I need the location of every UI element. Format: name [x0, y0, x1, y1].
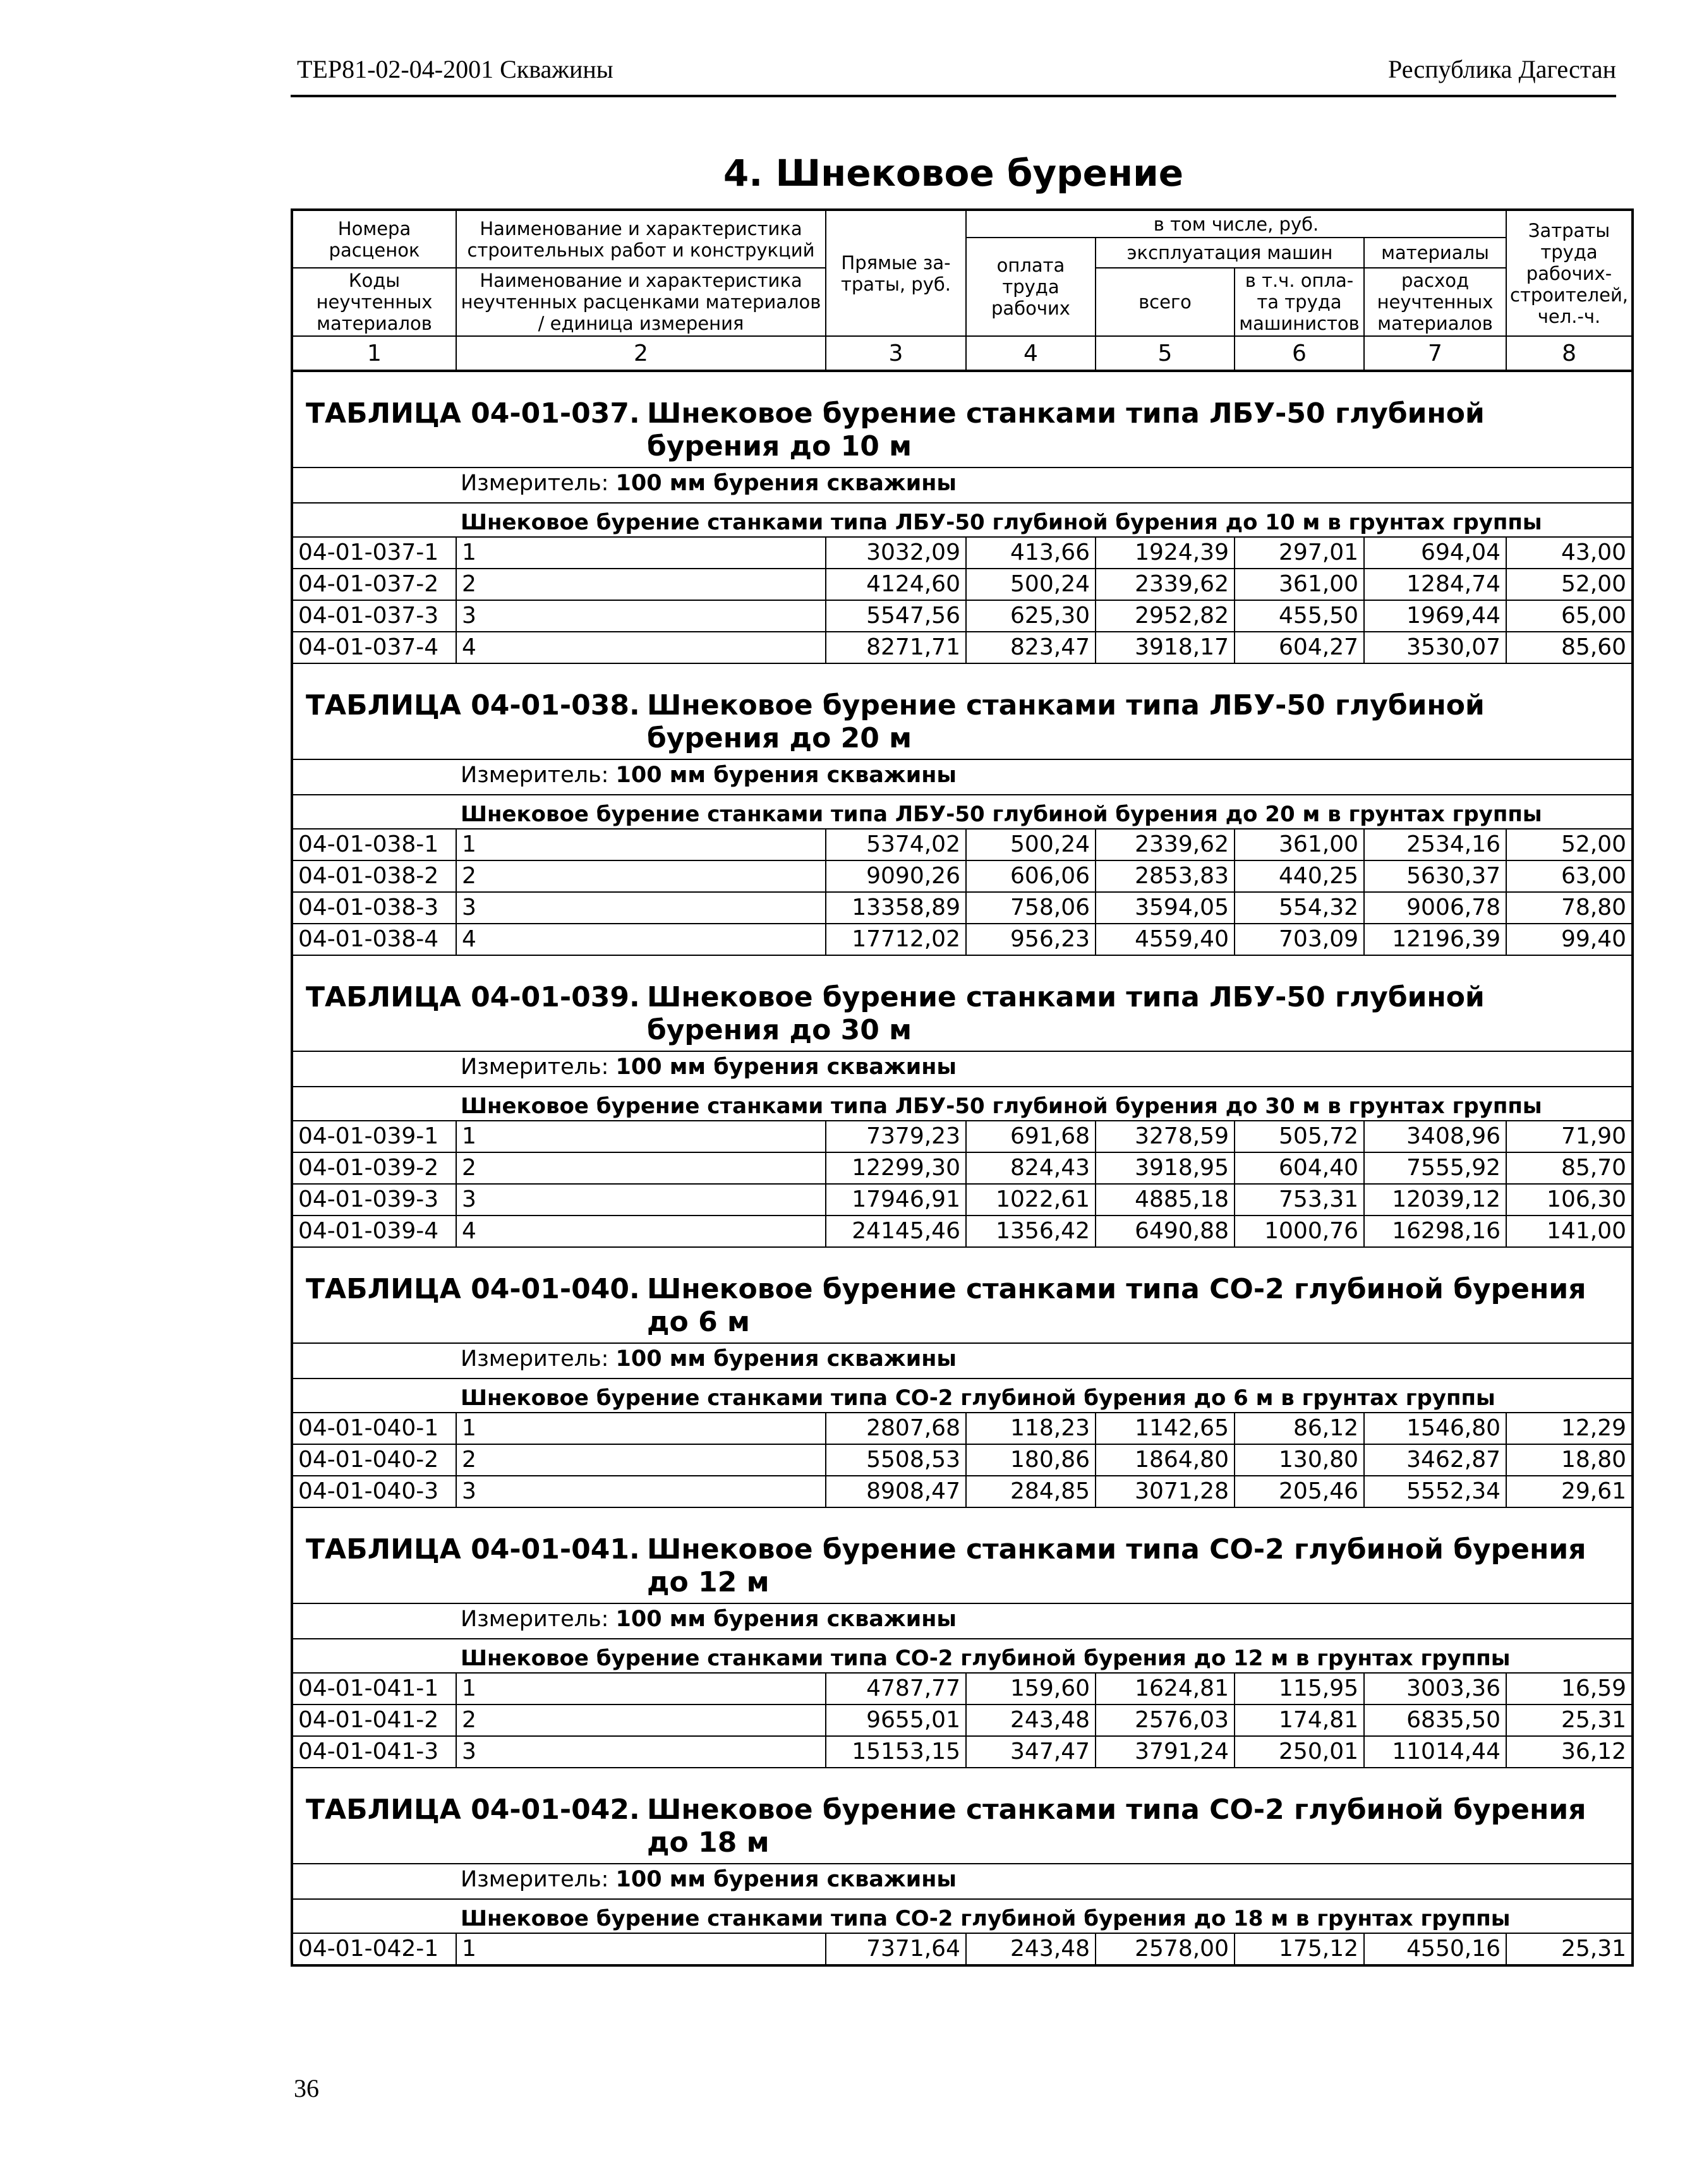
- value-cell: 2807,68: [826, 1413, 966, 1444]
- value-cell: 250,01: [1235, 1736, 1364, 1768]
- table-row: [292, 1933, 1633, 1965]
- value-cell: 175,12: [1235, 1933, 1364, 1965]
- rate-code-cell: 04-01-037-1: [292, 537, 456, 569]
- rate-code-cell: 04-01-038-1: [292, 829, 456, 860]
- value-cell: 180,86: [966, 1444, 1096, 1476]
- value-cell: 118,23: [966, 1413, 1096, 1444]
- subtable-header: [292, 795, 1633, 829]
- subtable-header: [292, 1379, 1633, 1413]
- value-cell: 3594,05: [1096, 892, 1235, 924]
- value-cell: 1142,65: [1096, 1413, 1235, 1444]
- measure-label: Измеритель:: [461, 1607, 609, 1632]
- section-title: Шнековое бурение станками типа СО-2 глубиной бурения до 6 м: [647, 1273, 1586, 1338]
- section-title: Шнековое бурение станками типа ЛБУ-50 глубиной бурения до 30 м: [647, 981, 1485, 1046]
- soil-group-cell: 3: [456, 892, 826, 924]
- col-header-material-codes: Коды неучтенных материалов: [292, 268, 456, 336]
- value-cell: 824,43: [966, 1152, 1096, 1184]
- value-cell: 159,60: [966, 1673, 1096, 1704]
- rate-code-cell: 04-01-039-1: [292, 1121, 456, 1152]
- value-cell: 753,31: [1235, 1184, 1364, 1216]
- section-label: ТАБЛИЦА 04-01-042.: [306, 1794, 640, 1826]
- value-cell: 3918,95: [1096, 1152, 1235, 1184]
- rates-table: [291, 208, 1634, 1967]
- value-cell: 3278,59: [1096, 1121, 1235, 1152]
- soil-group-cell: 3: [456, 1184, 826, 1216]
- col-header-machines: эксплуатация машин: [1096, 238, 1364, 268]
- value-cell: 8271,71: [826, 632, 966, 663]
- section-title: Шнековое бурение станками типа ЛБУ-50 глубиной бурения до 20 м: [647, 689, 1485, 754]
- rate-code-cell: 04-01-037-3: [292, 600, 456, 632]
- section-heading: [292, 1507, 1633, 1603]
- value-cell: 106,30: [1506, 1184, 1633, 1216]
- value-cell: 65,00: [1506, 600, 1633, 632]
- value-cell: 413,66: [966, 537, 1096, 569]
- rate-code-cell: 04-01-037-2: [292, 569, 456, 600]
- rate-code-cell: 04-01-038-3: [292, 892, 456, 924]
- table-row: [292, 632, 1633, 663]
- value-cell: 1000,76: [1235, 1216, 1364, 1247]
- value-cell: 11014,44: [1364, 1736, 1506, 1768]
- value-cell: 99,40: [1506, 924, 1633, 955]
- soil-group-cell: 3: [456, 600, 826, 632]
- subtable-title: Шнековое бурение станками типа СО-2 глубиной бурения до 6 м в грунтах группы: [292, 1379, 1633, 1413]
- value-cell: 284,85: [966, 1476, 1096, 1507]
- column-number: 8: [1506, 336, 1633, 371]
- value-cell: 115,95: [1235, 1673, 1364, 1704]
- rate-code-cell: 04-01-039-4: [292, 1216, 456, 1247]
- table-row: [292, 860, 1633, 892]
- value-cell: 9655,01: [826, 1704, 966, 1736]
- rate-code-cell: 04-01-041-2: [292, 1704, 456, 1736]
- value-cell: 823,47: [966, 632, 1096, 663]
- running-header-region: Республика Дагестан: [1388, 55, 1616, 83]
- value-cell: 3530,07: [1364, 632, 1506, 663]
- value-cell: 17712,02: [826, 924, 966, 955]
- value-cell: 15153,15: [826, 1736, 966, 1768]
- soil-group-cell: 2: [456, 860, 826, 892]
- value-cell: 7371,64: [826, 1933, 966, 1965]
- value-cell: 13358,89: [826, 892, 966, 924]
- value-cell: 5508,53: [826, 1444, 966, 1476]
- rate-code-cell: 04-01-040-3: [292, 1476, 456, 1507]
- value-cell: 6490,88: [1096, 1216, 1235, 1247]
- value-cell: 694,04: [1364, 537, 1506, 569]
- page-number: 36: [294, 2074, 319, 2103]
- value-cell: 604,27: [1235, 632, 1364, 663]
- col-header-machines-total: всего: [1096, 268, 1235, 336]
- subtable-title: Шнековое бурение станками типа ЛБУ-50 глубиной бурения до 10 м в грунтах группы: [292, 503, 1633, 537]
- value-cell: 130,80: [1235, 1444, 1364, 1476]
- value-cell: 86,12: [1235, 1413, 1364, 1444]
- value-cell: 361,00: [1235, 569, 1364, 600]
- rate-code-cell: 04-01-039-3: [292, 1184, 456, 1216]
- col-header-work-name: Наименование и характеристика строительных работ и конструкций: [456, 210, 826, 268]
- subtable-title: Шнековое бурение станками типа СО-2 глубиной бурения до 18 м в грунтах группы: [292, 1899, 1633, 1933]
- value-cell: 3003,36: [1364, 1673, 1506, 1704]
- value-cell: 24145,46: [826, 1216, 966, 1247]
- measure-value: 100 мм бурения скважины: [615, 763, 957, 788]
- soil-group-cell: 1: [456, 1121, 826, 1152]
- subtable-title: Шнековое бурение станками типа ЛБУ-50 глубиной бурения до 20 м в грунтах группы: [292, 795, 1633, 829]
- col-header-direct-costs: Прямые за-траты, руб.: [826, 210, 966, 336]
- value-cell: 3408,96: [1364, 1121, 1506, 1152]
- section-title: Шнековое бурение станками типа ЛБУ-50 глубиной бурения до 10 м: [647, 397, 1485, 462]
- value-cell: 625,30: [966, 600, 1096, 632]
- value-cell: 4559,40: [1096, 924, 1235, 955]
- value-cell: 505,72: [1235, 1121, 1364, 1152]
- value-cell: 3032,09: [826, 537, 966, 569]
- soil-group-cell: 1: [456, 1933, 826, 1965]
- value-cell: 2339,62: [1096, 829, 1235, 860]
- rate-code-cell: 04-01-041-1: [292, 1673, 456, 1704]
- column-number: 1: [292, 336, 456, 371]
- value-cell: 6835,50: [1364, 1704, 1506, 1736]
- rate-code-cell: 04-01-042-1: [292, 1933, 456, 1965]
- value-cell: 5630,37: [1364, 860, 1506, 892]
- section-label: ТАБЛИЦА 04-01-038.: [306, 689, 640, 721]
- measure-row: [292, 468, 1633, 503]
- value-cell: 3071,28: [1096, 1476, 1235, 1507]
- soil-group-cell: 2: [456, 1444, 826, 1476]
- running-header-doc-code: ТЕР81-02-04-2001 Скважины: [297, 55, 613, 83]
- value-cell: 18,80: [1506, 1444, 1633, 1476]
- table-row: [292, 924, 1633, 955]
- table-row: [292, 600, 1633, 632]
- value-cell: 8908,47: [826, 1476, 966, 1507]
- subtable-header: [292, 1087, 1633, 1121]
- table-row: [292, 1444, 1633, 1476]
- value-cell: 71,90: [1506, 1121, 1633, 1152]
- table-row: [292, 537, 1633, 569]
- section-label: ТАБЛИЦА 04-01-041.: [306, 1533, 640, 1566]
- value-cell: 12039,12: [1364, 1184, 1506, 1216]
- column-number: 6: [1235, 336, 1364, 371]
- value-cell: 361,00: [1235, 829, 1364, 860]
- soil-group-cell: 2: [456, 569, 826, 600]
- value-cell: 12,29: [1506, 1413, 1633, 1444]
- table-row: [292, 1413, 1633, 1444]
- section-label: ТАБЛИЦА 04-01-040.: [306, 1273, 640, 1305]
- value-cell: 29,61: [1506, 1476, 1633, 1507]
- table-row: [292, 569, 1633, 600]
- value-cell: 758,06: [966, 892, 1096, 924]
- value-cell: 1864,80: [1096, 1444, 1235, 1476]
- measure-label: Измеритель:: [461, 1346, 609, 1372]
- table-row: [292, 1476, 1633, 1507]
- rate-code-cell: 04-01-037-4: [292, 632, 456, 663]
- section-heading: [292, 371, 1633, 468]
- table-row: [292, 1736, 1633, 1768]
- rate-code-cell: 04-01-038-4: [292, 924, 456, 955]
- measure-row: [292, 1051, 1633, 1087]
- table-row: [292, 1184, 1633, 1216]
- value-cell: 78,80: [1506, 892, 1633, 924]
- soil-group-cell: 4: [456, 1216, 826, 1247]
- page-title: 4. Шнековое бурение: [723, 152, 1184, 195]
- measure-label: Измеритель:: [461, 471, 609, 496]
- subtable-title: Шнековое бурение станками типа ЛБУ-50 глубиной бурения до 30 м в грунтах группы: [292, 1087, 1633, 1121]
- value-cell: 16298,16: [1364, 1216, 1506, 1247]
- section-title: Шнековое бурение станками типа СО-2 глубиной бурения до 12 м: [647, 1533, 1586, 1598]
- col-header-including: в том числе, руб.: [966, 210, 1506, 238]
- measure-label: Измеритель:: [461, 1867, 609, 1892]
- soil-group-cell: 3: [456, 1476, 826, 1507]
- value-cell: 9006,78: [1364, 892, 1506, 924]
- subtable-title: Шнековое бурение станками типа СО-2 глубиной бурения до 12 м в грунтах группы: [292, 1639, 1633, 1673]
- value-cell: 2576,03: [1096, 1704, 1235, 1736]
- value-cell: 956,23: [966, 924, 1096, 955]
- table-row: [292, 1216, 1633, 1247]
- header-rule: [291, 95, 1616, 97]
- value-cell: 7379,23: [826, 1121, 966, 1152]
- measure-value: 100 мм бурения скважины: [615, 1607, 957, 1632]
- measure-label: Измеритель:: [461, 1054, 609, 1080]
- soil-group-cell: 1: [456, 1413, 826, 1444]
- value-cell: 691,68: [966, 1121, 1096, 1152]
- value-cell: 2853,83: [1096, 860, 1235, 892]
- value-cell: 25,31: [1506, 1933, 1633, 1965]
- value-cell: 52,00: [1506, 569, 1633, 600]
- value-cell: 4885,18: [1096, 1184, 1235, 1216]
- value-cell: 500,24: [966, 829, 1096, 860]
- value-cell: 1546,80: [1364, 1413, 1506, 1444]
- soil-group-cell: 1: [456, 829, 826, 860]
- value-cell: 141,00: [1506, 1216, 1633, 1247]
- value-cell: 85,70: [1506, 1152, 1633, 1184]
- value-cell: 174,81: [1235, 1704, 1364, 1736]
- measure-row: [292, 1603, 1633, 1639]
- value-cell: 554,32: [1235, 892, 1364, 924]
- measure-value: 100 мм бурения скважины: [615, 1867, 957, 1892]
- measure-value: 100 мм бурения скважины: [615, 471, 957, 496]
- value-cell: 85,60: [1506, 632, 1633, 663]
- soil-group-cell: 1: [456, 1673, 826, 1704]
- value-cell: 12299,30: [826, 1152, 966, 1184]
- value-cell: 5552,34: [1364, 1476, 1506, 1507]
- value-cell: 440,25: [1235, 860, 1364, 892]
- table-row: [292, 1152, 1633, 1184]
- value-cell: 1969,44: [1364, 600, 1506, 632]
- measure-row: [292, 1864, 1633, 1899]
- value-cell: 2952,82: [1096, 600, 1235, 632]
- value-cell: 9090,26: [826, 860, 966, 892]
- value-cell: 16,59: [1506, 1673, 1633, 1704]
- measure-row: [292, 1343, 1633, 1379]
- rate-code-cell: 04-01-039-2: [292, 1152, 456, 1184]
- value-cell: 1022,61: [966, 1184, 1096, 1216]
- value-cell: 297,01: [1235, 537, 1364, 569]
- measure-label: Измеритель:: [461, 763, 609, 788]
- col-header-machinists-pay: в т.ч. опла-та труда машинистов: [1235, 268, 1364, 336]
- value-cell: 604,40: [1235, 1152, 1364, 1184]
- column-number: 7: [1364, 336, 1506, 371]
- value-cell: 500,24: [966, 569, 1096, 600]
- value-cell: 63,00: [1506, 860, 1633, 892]
- col-header-rate-numbers: Номера расценок: [292, 210, 456, 268]
- soil-group-cell: 4: [456, 632, 826, 663]
- section-title: Шнековое бурение станками типа СО-2 глубиной бурения до 18 м: [647, 1794, 1586, 1859]
- column-number: 3: [826, 336, 966, 371]
- rate-code-cell: 04-01-038-2: [292, 860, 456, 892]
- soil-group-cell: 1: [456, 537, 826, 569]
- section-heading: [292, 955, 1633, 1051]
- value-cell: 36,12: [1506, 1736, 1633, 1768]
- value-cell: 4787,77: [826, 1673, 966, 1704]
- table-row: [292, 1704, 1633, 1736]
- value-cell: 1284,74: [1364, 569, 1506, 600]
- col-header-unaccounted-materials: расход неучтенных материалов: [1364, 268, 1506, 336]
- soil-group-cell: 4: [456, 924, 826, 955]
- value-cell: 3918,17: [1096, 632, 1235, 663]
- measure-row: [292, 759, 1633, 795]
- rate-code-cell: 04-01-041-3: [292, 1736, 456, 1768]
- value-cell: 606,06: [966, 860, 1096, 892]
- value-cell: 52,00: [1506, 829, 1633, 860]
- value-cell: 4550,16: [1364, 1933, 1506, 1965]
- value-cell: 1924,39: [1096, 537, 1235, 569]
- subtable-header: [292, 1639, 1633, 1673]
- section-heading: [292, 1247, 1633, 1343]
- table-row: [292, 829, 1633, 860]
- table-row: [292, 1121, 1633, 1152]
- subtable-header: [292, 1899, 1633, 1933]
- value-cell: 43,00: [1506, 537, 1633, 569]
- value-cell: 5547,56: [826, 600, 966, 632]
- rate-code-cell: 04-01-040-2: [292, 1444, 456, 1476]
- value-cell: 5374,02: [826, 829, 966, 860]
- table-row: [292, 1673, 1633, 1704]
- value-cell: 205,46: [1235, 1476, 1364, 1507]
- value-cell: 347,47: [966, 1736, 1096, 1768]
- section-heading: [292, 1768, 1633, 1864]
- section-label: ТАБЛИЦА 04-01-037.: [306, 397, 640, 430]
- subtable-header: [292, 503, 1633, 537]
- col-header-labor-pay: оплата труда рабочих: [966, 238, 1096, 336]
- value-cell: 2534,16: [1364, 829, 1506, 860]
- soil-group-cell: 2: [456, 1704, 826, 1736]
- measure-value: 100 мм бурения скважины: [615, 1346, 957, 1372]
- column-number: 4: [966, 336, 1096, 371]
- column-number: 2: [456, 336, 826, 371]
- col-header-material-names: Наименование и характеристика неучтенных расценками материалов / единица измерения: [456, 268, 826, 336]
- soil-group-cell: 3: [456, 1736, 826, 1768]
- value-cell: 2339,62: [1096, 569, 1235, 600]
- table-row: [292, 892, 1633, 924]
- section-label: ТАБЛИЦА 04-01-039.: [306, 981, 640, 1013]
- rate-code-cell: 04-01-040-1: [292, 1413, 456, 1444]
- column-number: 5: [1096, 336, 1235, 371]
- value-cell: 17946,91: [826, 1184, 966, 1216]
- measure-value: 100 мм бурения скважины: [615, 1054, 957, 1080]
- value-cell: 12196,39: [1364, 924, 1506, 955]
- value-cell: 25,31: [1506, 1704, 1633, 1736]
- value-cell: 455,50: [1235, 600, 1364, 632]
- col-header-labor-cost: Затраты труда рабочих-строителей, чел.-ч.: [1506, 210, 1633, 336]
- value-cell: 703,09: [1235, 924, 1364, 955]
- value-cell: 3791,24: [1096, 1736, 1235, 1768]
- value-cell: 1624,81: [1096, 1673, 1235, 1704]
- value-cell: 3462,87: [1364, 1444, 1506, 1476]
- value-cell: 4124,60: [826, 569, 966, 600]
- value-cell: 243,48: [966, 1704, 1096, 1736]
- col-header-materials: материалы: [1364, 238, 1506, 268]
- value-cell: 2578,00: [1096, 1933, 1235, 1965]
- value-cell: 243,48: [966, 1933, 1096, 1965]
- value-cell: 7555,92: [1364, 1152, 1506, 1184]
- section-heading: [292, 663, 1633, 759]
- value-cell: 1356,42: [966, 1216, 1096, 1247]
- soil-group-cell: 2: [456, 1152, 826, 1184]
